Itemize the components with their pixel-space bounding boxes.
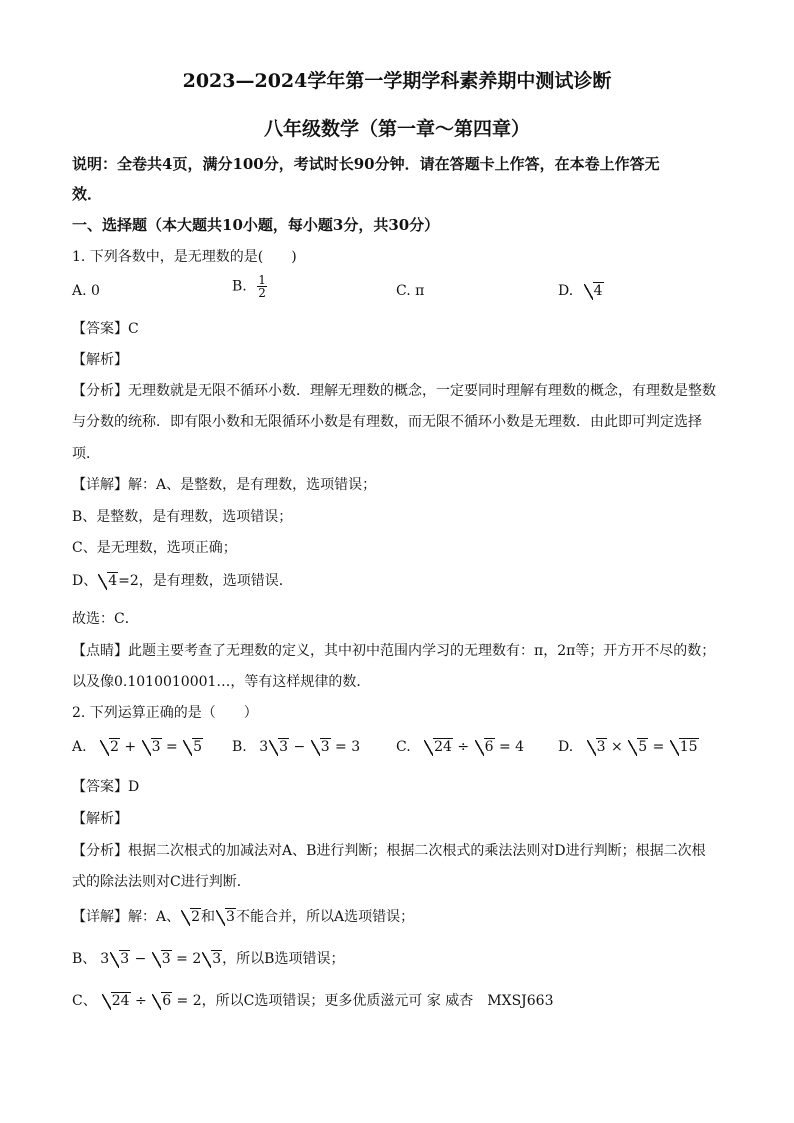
q1-option-d-label: D.: [558, 283, 574, 299]
q2-stem: 2. 下列运算正确的是（ ）: [72, 705, 258, 721]
q2-detail-3-suffix: ，所以C选项错误；更多优质滋元可 家 威杏 MXSJ663: [201, 993, 554, 1009]
instructions-line-1: 说明：全卷共4页，满分100分，考试时长90分钟．请在答题卡上作答，在本卷上作答无: [72, 155, 660, 173]
q2-option-c-label: C.: [396, 739, 411, 755]
q1-detail-4-prefix: D、: [72, 573, 98, 589]
q1-fenxi-line-1: 【分析】无理数就是无限不循环小数．理解无理数的概念，一定要同时理解有理数的概念，有理数是整数: [72, 383, 716, 399]
q1-analysis-tag: 【解析】: [72, 352, 128, 368]
q1-stem: 1. 下列各数中，是无理数的是( ): [72, 249, 297, 265]
q2-option-c-expr: 24 ÷ 6 = 4: [423, 739, 524, 755]
sqrt-symbol: [98, 573, 118, 589]
q1-detail-line-2: B、是整数，是有理数，选项错误；: [72, 509, 293, 525]
q1-option-b-label: B.: [232, 278, 247, 295]
q2-option-d-expr: 3 × 5 = 15: [586, 739, 699, 755]
q1-option-a: A. 0: [72, 283, 100, 299]
q1-fenxi-line-2: 与分数的统称．即有限小数和无限循环小数是有理数，而无限不循环小数是无理数．由此即可判定选择: [72, 414, 702, 430]
q1-option-c: C. π: [396, 283, 425, 299]
q1-option-b: [232, 274, 267, 299]
q2-option-d-label: D.: [558, 739, 574, 755]
fraction-numerator: 1: [258, 273, 266, 287]
fraction: [257, 274, 267, 299]
q2-detail-line-2: [72, 948, 344, 968]
q2-detail-2-expr: 3 3 − 3 = 2 3: [100, 951, 222, 967]
instructions-line-2: 效．: [72, 185, 103, 203]
q1-dianjing-line-2: 以及像0.1010010001…，等有这样规律的数．: [72, 674, 371, 690]
q2-detail-1-mid: 和: [201, 909, 216, 925]
sqrt-symbol: 3: [216, 909, 236, 925]
q2-option-b-expr: 3 3 − 3 = 3: [259, 739, 361, 755]
q2-option-a: [72, 739, 203, 755]
q2-detail-2-prefix: B、: [72, 951, 97, 967]
q2-fenxi-line-2: 式的除法法则对C进行判断．: [72, 874, 251, 890]
q1-detail-4-suffix: =2，是有理数，选项错误．: [118, 573, 293, 589]
q2-detail-3-expr: 24 ÷ 6 = 2: [101, 993, 202, 1009]
q1-detail-line-4: [72, 570, 293, 590]
q2-answer: 【答案】D: [72, 779, 140, 795]
exam-title: 2023—2024学年第一学期学科素养期中测试诊断: [182, 70, 612, 92]
q2-detail-2-suffix: ，所以B选项错误；: [222, 951, 345, 967]
q2-detail-1-prefix: 【详解】解：A、: [72, 909, 181, 925]
exam-subtitle: 八年级数学（第一章～第四章）: [263, 118, 530, 140]
sqrt-symbol: 2: [181, 909, 201, 925]
q1-option-d: [558, 283, 604, 299]
q2-option-a-label: A.: [72, 739, 87, 755]
q2-option-b: [232, 739, 360, 755]
fraction-denominator: 2: [258, 286, 266, 300]
sqrt-symbol: [584, 283, 604, 299]
q2-detail-3-prefix: C、: [72, 993, 97, 1009]
q1-choose: 故选：C．: [72, 611, 139, 627]
q1-fenxi-line-3: 项．: [72, 446, 100, 462]
q2-detail-1-suffix: 不能合并，所以A选项错误；: [235, 909, 415, 925]
q2-fenxi-line-1: 【分析】根据二次根式的加减法对A、B进行判断；根据二次根式的乘法法则对D进行判断；根据二次根: [72, 843, 706, 859]
radicand: 4: [108, 573, 118, 589]
q1-dianjing-line-1: 【点睛】此题主要考查了无理数的定义，其中初中范围内学习的无理数有：π，2π等；开方开不尽的数；: [72, 643, 716, 659]
q2-analysis-tag: 【解析】: [72, 811, 128, 827]
q2-detail-line-3: [72, 990, 554, 1010]
q1-detail-line-1: 【详解】解：A、是整数，是有理数，选项错误；: [72, 477, 377, 493]
q2-option-b-label: B.: [232, 739, 247, 755]
q1-answer: 【答案】C: [72, 321, 139, 337]
radicand: 4: [593, 283, 603, 299]
q2-option-a-expr: 2 + 3 = 5: [99, 739, 203, 755]
q1-detail-line-3: C、是无理数，选项正确；: [72, 540, 237, 556]
q2-option-d: [558, 739, 699, 755]
q2-detail-line-1: [72, 906, 414, 926]
q2-option-c: [396, 739, 524, 755]
section-heading: 一、选择题（本大题共10小题，每小题3分，共30分）: [72, 216, 440, 234]
